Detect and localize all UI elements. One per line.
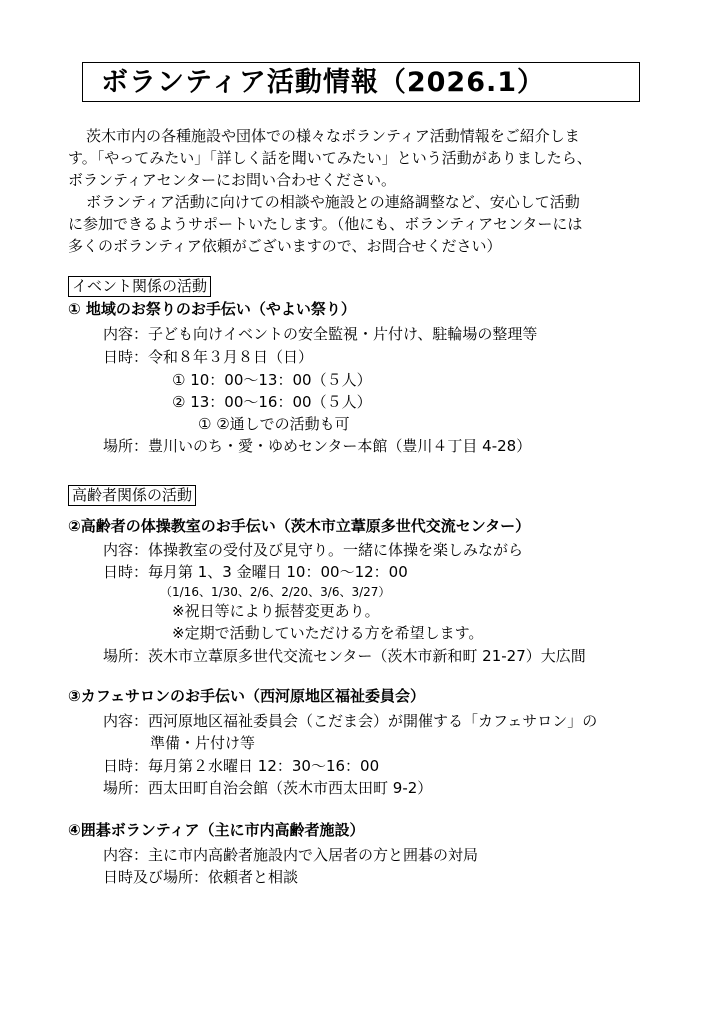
- item3-content-2: 準備・片付け等: [150, 734, 256, 752]
- intro-line-4: ボランティア活動に向けての相談や施設との連絡調整など、安心して活動: [86, 193, 580, 211]
- item1-slot1: ① 10：00～13：00（５人）: [172, 371, 372, 389]
- item1-heading: ① 地域のお祭りのお手伝い（やよい祭り）: [68, 300, 356, 318]
- item4-content: 内容：主に市内高齢者施設内で入居者の方と囲碁の対局: [103, 846, 479, 864]
- item2-note2: ※定期で活動していただける方を希望します。: [172, 624, 484, 642]
- item3-place: 場所：西太田町自治会館（茨木市西太田町 9-2）: [103, 779, 433, 797]
- section-heading-elderly: 高齢者関係の活動: [68, 485, 196, 506]
- item3-datetime: 日時：毎月第２水曜日 12：30～16：00: [103, 757, 380, 775]
- title-box: [82, 62, 640, 102]
- item2-content: 内容：体操教室の受付及び見守り。一緒に体操を楽しみながら: [103, 541, 524, 559]
- item1-content: 内容：子ども向けイベントの安全監視・片付け、駐輪場の整理等: [103, 325, 538, 343]
- item3-content: 内容：西河原地区福祉委員会（こだま会）が開催する「カフェサロン」の: [103, 712, 598, 730]
- item2-dates: （1/16、1/30、2/6、2/20、3/6、3/27）: [160, 585, 391, 599]
- item3-heading: ③カフェサロンのお手伝い（西河原地区福祉委員会）: [68, 687, 425, 705]
- item2-note1: ※祝日等により振替変更あり。: [172, 602, 380, 620]
- section-heading-event: イベント関係の活動: [68, 276, 211, 297]
- item1-datetime: 日時：令和８年３月８日（日）: [103, 348, 314, 366]
- page-title: ボランティア活動情報（2026.1）: [101, 67, 546, 98]
- item4-datetime: 日時及び場所：依頼者と相談: [103, 868, 299, 886]
- intro-line-6: 多くのボランティア依頼がございますので、お問合せください）: [68, 237, 502, 255]
- intro-line-1: 茨木市内の各種施設や団体での様々なボランティア活動情報をご紹介しま: [86, 127, 580, 145]
- item2-heading: ②高齢者の体操教室のお手伝い（茨木市立葦原多世代交流センター）: [68, 517, 531, 535]
- item4-heading: ④囲碁ボランティア（主に市内高齢者施設）: [68, 821, 365, 839]
- item2-place: 場所：茨木市立葦原多世代交流センター（茨木市新和町 21-27）大広間: [103, 647, 586, 665]
- intro-line-5: に参加できるようサポートいたします。（他にも、ボランティアセンターには: [68, 215, 583, 233]
- item1-note: ① ②通しでの活動も可: [198, 415, 350, 433]
- item2-datetime: 日時：毎月第 1、3 金曜日 10：00～12：00: [103, 563, 408, 581]
- intro-line-2: す。「やってみたい」「詳しく話を聞いてみたい」という活動がありましたら、: [68, 149, 592, 167]
- item1-place: 場所：豊川いのち・愛・ゆめセンター本館（豊川４丁目 4-28）: [103, 437, 532, 455]
- item1-slot2: ② 13：00～16：00（５人）: [172, 393, 372, 411]
- intro-line-3: ボランティアセンターにお問い合わせください。: [68, 171, 397, 189]
